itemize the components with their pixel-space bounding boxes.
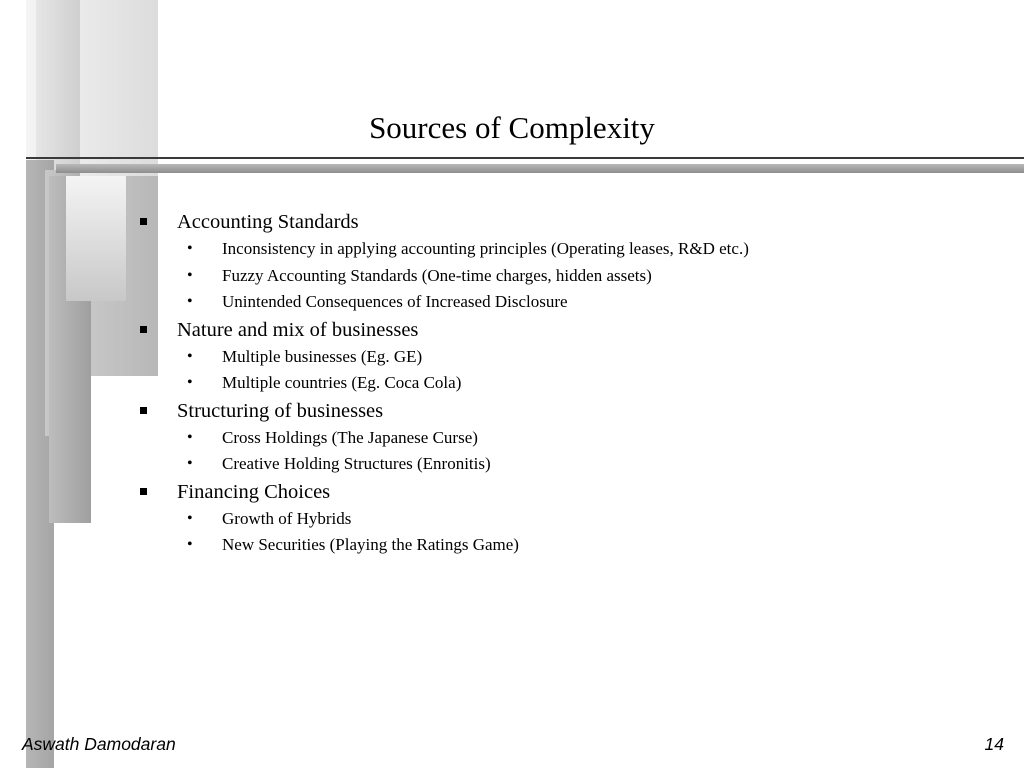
sub-bullet-text: Unintended Consequences of Increased Disclosure [222, 292, 568, 311]
square-bullet-icon [140, 218, 147, 225]
sub-bullet [130, 344, 990, 371]
section-heading-text: Financing Choices [177, 480, 331, 503]
section-heading [130, 208, 990, 236]
square-bullet-icon [140, 407, 147, 414]
sub-bullet [130, 425, 990, 452]
dot-bullet-icon: • [187, 293, 193, 310]
dot-bullet-icon: • [187, 266, 193, 284]
section-heading-text: Accounting Standards [177, 211, 359, 233]
title-rule [26, 157, 1024, 159]
decor-gradient-block [66, 176, 126, 301]
sub-bullet-text: Fuzzy Accounting Standards (One-time charges, hidden assets) [222, 265, 652, 285]
sub-bullet-text: Multiple countries (Eg. Coca Cola) [222, 373, 462, 392]
footer-author: Aswath Damodaran [22, 734, 176, 754]
dot-bullet-icon: • [187, 455, 193, 472]
dot-bullet-icon: • [187, 428, 193, 446]
slide-title: Sources of Complexity [369, 110, 655, 145]
section-heading [130, 397, 990, 425]
bullet-outline [130, 208, 990, 559]
sub-bullet [130, 451, 990, 478]
sub-bullet-text: New Securities (Playing the Ratings Game) [222, 535, 519, 554]
section-heading-text: Structuring of businesses [177, 399, 384, 422]
sub-bullet-text: Creative Holding Structures (Enronitis) [222, 454, 491, 473]
sub-bullet [130, 289, 990, 316]
sub-bullet-text: Multiple businesses (Eg. GE) [222, 346, 423, 366]
page-number: 14 [984, 734, 1004, 754]
sub-bullet-text: Growth of Hybrids [222, 508, 352, 528]
sub-bullet [130, 370, 990, 397]
section-heading-text: Nature and mix of businesses [177, 318, 419, 341]
sub-bullet [130, 532, 990, 559]
sub-bullet [130, 263, 990, 290]
dot-bullet-icon: • [187, 536, 193, 553]
dot-bullet-icon: • [187, 347, 193, 365]
section-heading [130, 478, 990, 506]
dot-bullet-icon: • [187, 374, 193, 391]
section-heading [130, 316, 990, 344]
sub-bullet-text: Inconsistency in applying accounting principles (Operating leases, R&D etc.) [222, 239, 749, 258]
square-bullet-icon [140, 326, 147, 333]
title-bar [56, 164, 1024, 173]
sub-bullet-text: Cross Holdings (The Japanese Curse) [222, 427, 478, 447]
sub-bullet [130, 506, 990, 533]
dot-bullet-icon: • [187, 509, 193, 527]
square-bullet-icon [140, 488, 147, 495]
sub-bullet [130, 236, 990, 263]
dot-bullet-icon: • [187, 240, 193, 257]
